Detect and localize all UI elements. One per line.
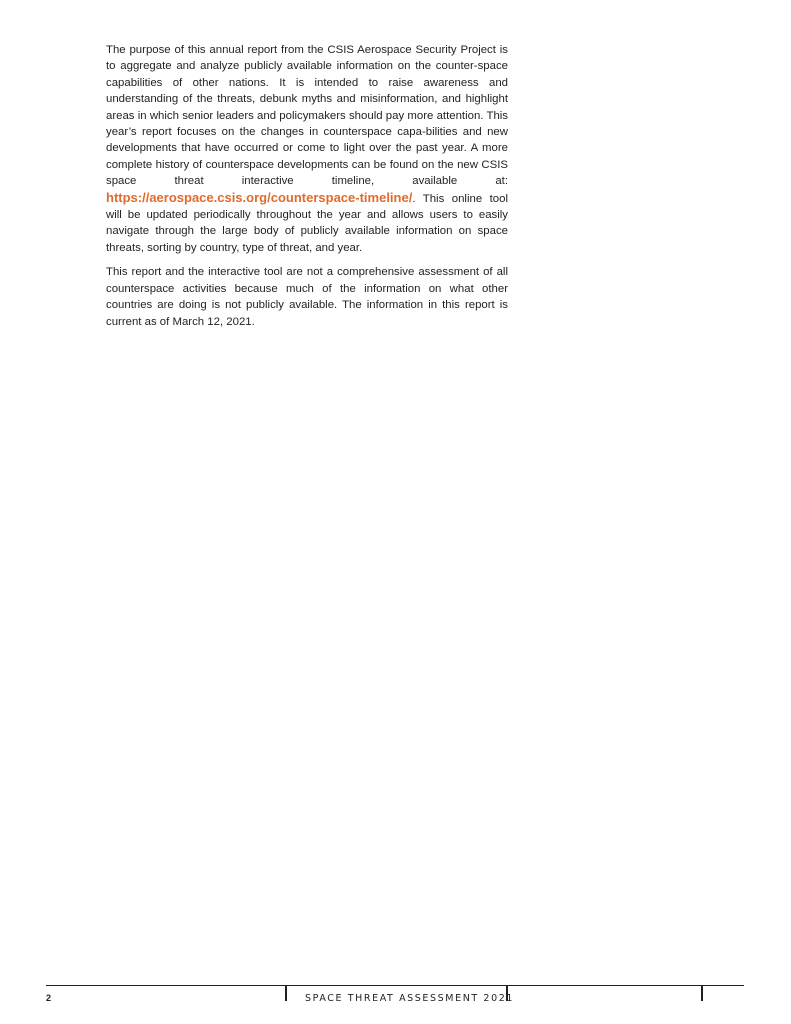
intro-paragraph xyxy=(106,42,508,256)
body-text xyxy=(106,42,508,338)
footer-rule xyxy=(46,985,744,986)
footer-divider-left xyxy=(285,985,287,1001)
timeline-link[interactable]: https://aerospace.csis.org/counterspace-timeline/ xyxy=(106,189,413,205)
page-number: 2 xyxy=(46,993,52,1003)
footer-divider-end xyxy=(701,985,703,1001)
running-title: SPACE THREAT ASSESSMENT 2021 xyxy=(305,993,514,1004)
intro-paragraph-continuation: . This online tool will be updated periodically throughout the year and allows users to easily navigate through the large body of publicly available information on space threats, sorting by country, type of threat, and year. xyxy=(106,192,508,254)
intro-paragraph-text: The purpose of this annual report from the CSIS Aerospace Security Project is to aggregate and analyze publicly available information on the counter-space capabilities of other nations. It is intended to raise awareness and understanding of the threats, debunk myths and misinformation, and highlight areas in which senior leaders and policymakers should pay more attention. This year’s report focuses on the changes in counterspace capa-bilities and new developments that have occurred or come to light over the past year. A more complete history of counterspace developments can be found on the new CSIS space threat interactive timeline, available at: xyxy=(106,44,508,188)
scope-paragraph: This report and the interactive tool are not a comprehensive assessment of all counterspace activities because much of the information on what other countries are doing is not publicly available. The information in this report is current as of March 12, 2021. xyxy=(106,266,508,328)
